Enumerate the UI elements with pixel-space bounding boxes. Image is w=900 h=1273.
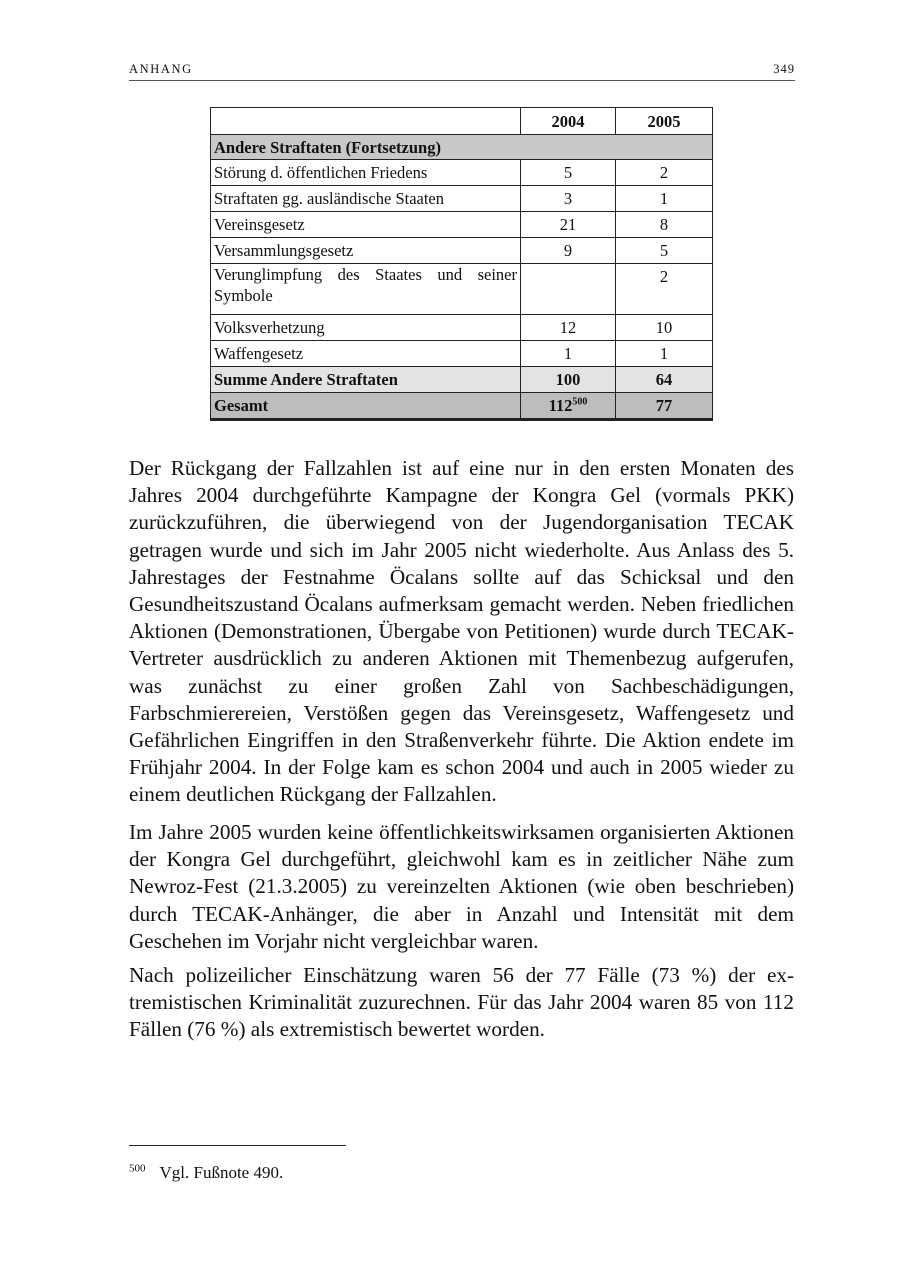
value-2005: 2 [616,264,713,315]
footnote [129,1163,283,1183]
table-row [211,186,713,212]
row-label: Versammlungsgesetz [211,238,521,264]
value-2004: 5 [521,160,616,186]
section-title-cell: Andere Straftaten (Fortsetzung) [211,135,713,160]
header-blank-cell [211,108,521,135]
value-2005: 1 [616,341,713,367]
value-2005: 10 [616,315,713,341]
value-2005: 2 [616,160,713,186]
paragraph-2: Im Jahre 2005 wurden keine öffentlichkeitswirksamen organisierten Aktionen der Kongra Gel durchgeführt, gleichwohl kam es in zeitlicher Nähe zum Newroz-Fest (21.3.2005) zu vereinzelten Aktionen (wie oben beschrieben) durch TECAK-Anhänger, die aber in Anzahl und Intensität mit dem Geschehen im Vorjahr nicht vergleichbar waren. [129,820,794,953]
footnote-number: 500 [129,1162,146,1175]
total-2004-value: 112 [548,396,573,415]
total-2005: 77 [616,393,713,420]
footnote-divider [129,1145,346,1146]
section-row [211,135,713,160]
section-title: ANHANG [129,62,193,76]
footnote-marker: 500 [572,396,588,408]
value-2004 [521,264,616,315]
value-2005: 1 [616,186,713,212]
sum-label: Summe Andere Straftaten [211,367,521,393]
footnote-text: Vgl. Fußnote 490. [159,1163,284,1182]
row-label [211,264,521,315]
sum-2004: 100 [521,367,616,393]
total-2004 [521,393,616,420]
running-head [129,62,795,81]
value-2004: 9 [521,238,616,264]
value-2004: 21 [521,212,616,238]
row-label: Störung d. öffentlichen Friedens [211,160,521,186]
value-2004: 3 [521,186,616,212]
value-2005: 8 [616,212,713,238]
row-label: Straftaten gg. ausländische Staaten [211,186,521,212]
table-row [211,341,713,367]
page-number: 349 [773,62,795,76]
sum-row [211,367,713,393]
value-2004: 12 [521,315,616,341]
value-2004: 1 [521,341,616,367]
year-header-2005: 2005 [616,108,713,135]
paragraph-1: Der Rückgang der Fallzahlen ist auf eine nur in den ersten Monaten des Jahres 2004 durchgeführte Kampagne der Kongra Gel (vormals PKK) zurückzuführen, die überwiegend von der Jugendorganisation TECAK getragen wurde und sich im Jahr 2005 nicht wiederholte. Aus Anlass des 5. Jahrestages der Festnahme Öcalans sollte auf das Schicksal und den Gesundheitszustand Öcalans aufmerksam gemacht werden. Neben friedlichen Aktionen (Demonstrationen, Übergabe von Petitionen) wurde durch TECAK-Vertreter ausdrücklich zu anderen Aktionen mit Themenbezug aufgerufen, was zunächst zu einer großen Zahl von Sachbeschädigungen, Farbschmierereien, Verstößen gegen das Vereinsgesetz, Waffengesetz und Gefährlichen Eingriffen in den Straßenverkehr führte. Die Aktion endete im Frühjahr 2004. In der Folge kam es schon 2004 und auch in 2005 wieder zu einem deutlichen Rückgang der Fallzahlen. [129,456,794,807]
table-row [211,264,713,315]
table-row [211,160,713,186]
table-header-row [211,108,713,135]
row-label: Waffengesetz [211,341,521,367]
table-row [211,212,713,238]
value-2005: 5 [616,238,713,264]
year-header-2004: 2004 [521,108,616,135]
paragraph-3: Nach polizeilicher Einschätzung waren 56 der 77 Fälle (73 %) der extremistischen Kriminalität zuzurechnen. Für das Jahr 2004 waren 85 von 112 Fällen (76 %) als extremistisch bewertet worden. [129,963,794,1042]
row-label-text: Verunglimpfung des Staates und seiner Symbole [214,265,517,305]
row-label: Vereinsgesetz [211,212,521,238]
row-label: Volksverhetzung [211,315,521,341]
table-row [211,238,713,264]
total-row [211,393,713,420]
statistics-table [210,107,713,421]
sum-2005: 64 [616,367,713,393]
table-row [211,315,713,341]
total-label: Gesamt [211,393,521,420]
